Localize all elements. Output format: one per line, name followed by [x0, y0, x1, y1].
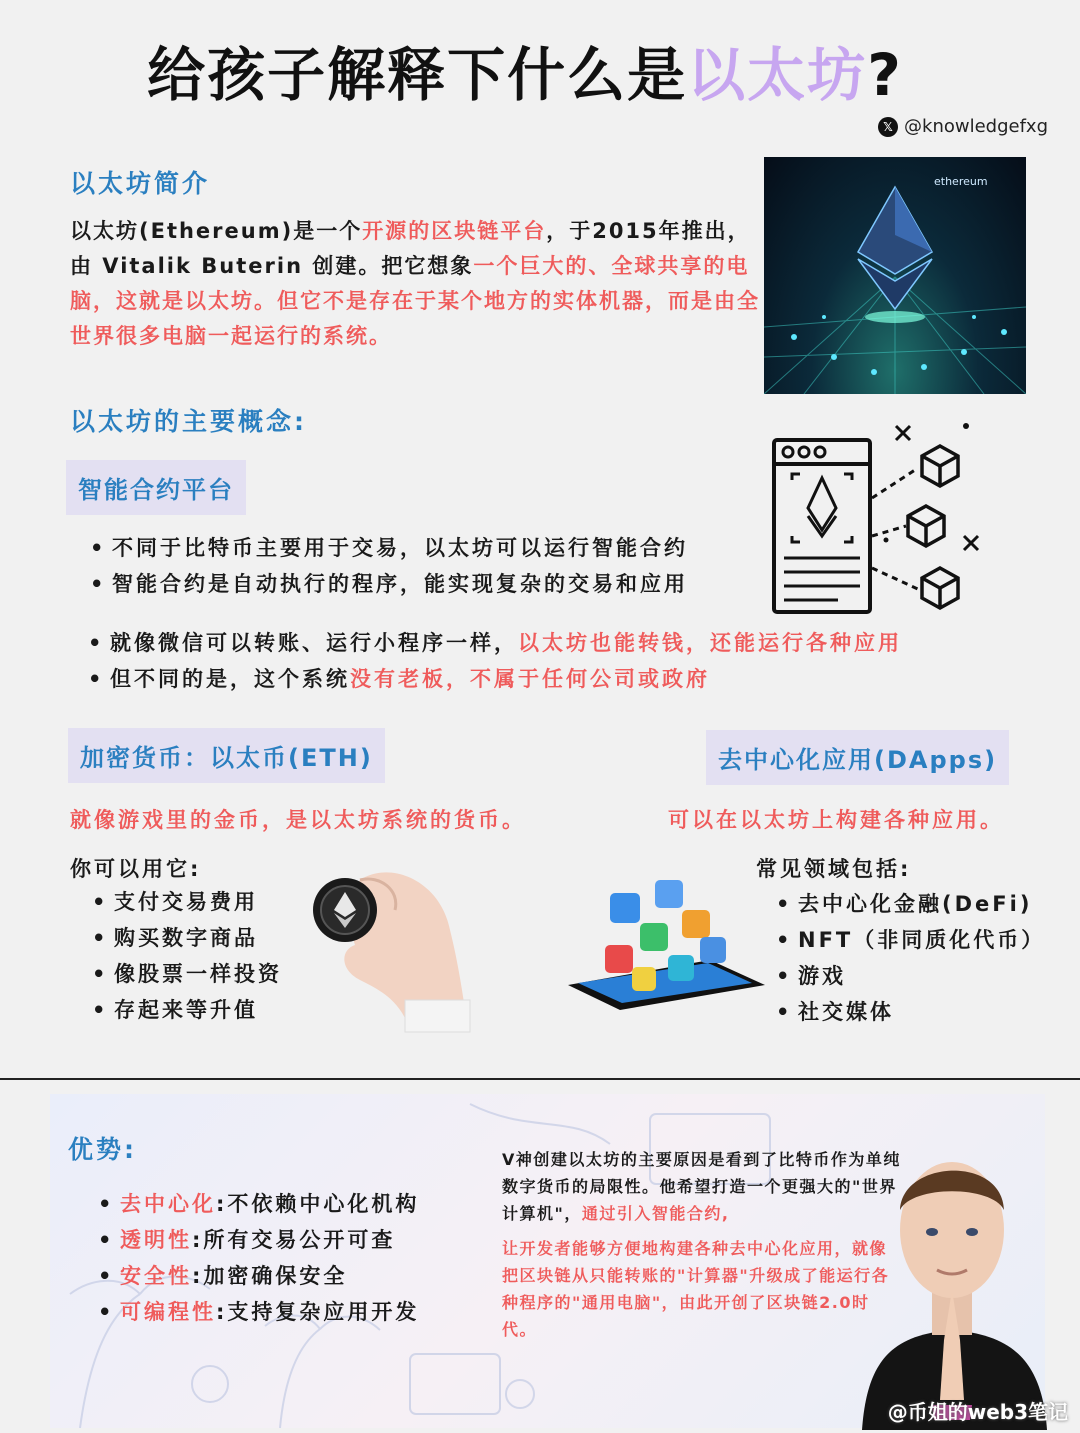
eth-uses-heading: 你可以用它:	[70, 857, 202, 881]
svg-text:ethereum: ethereum	[934, 175, 988, 188]
intro-heading: 以太坊简介	[70, 169, 211, 198]
advantage-text: :所有交易公开可查	[192, 1228, 396, 1252]
advantages-list	[98, 1186, 498, 1330]
phone-apps-icon	[560, 875, 770, 1015]
list-item	[88, 625, 988, 661]
page-title	[0, 28, 1050, 112]
list-item	[98, 1186, 498, 1222]
dapps-tag: 去中心化应用(DApps)	[706, 730, 1009, 785]
list-item	[98, 1258, 498, 1294]
handle-text: @knowledgefxg	[904, 116, 1048, 137]
intro-red-2: 一个巨大的、全球共享的电脑，这就是以太坊。但它不是存在于某个地方的实体机器，而是由全世界很多电脑一起运行的系统。	[70, 254, 760, 348]
list-item: • 游戏	[776, 958, 1066, 994]
title-highlight: 以太坊	[687, 41, 868, 109]
list-item	[98, 1222, 498, 1258]
dapps-description: 可以在以太坊上构建各种应用。	[668, 808, 1004, 832]
advantage-text: :加密确保安全	[192, 1264, 348, 1288]
ethereum-diamond-icon	[764, 157, 1026, 394]
analogy-red: 没有老板，不属于任何公司或政府	[350, 667, 710, 691]
advantages-heading: 优势:	[68, 1135, 137, 1164]
intro-paragraph	[70, 214, 760, 354]
quote-text: V神创建以太坊的主要原因是看到了比特币作为单纯数字货币的局限性。他希望打造一个更强大的"世界计算机"，	[502, 1150, 901, 1223]
dapps-fields-heading: 常见领域包括:	[756, 857, 912, 881]
smart-contract-icon	[768, 418, 988, 618]
advantage-text: :支持复杂应用开发	[216, 1300, 420, 1324]
list-item: • 去中心化金融(DeFi)	[776, 886, 1066, 922]
title-prefix: 给孩子解释下什么是	[147, 41, 688, 109]
analogy-text: 就像微信可以转账、运行小程序一样，	[110, 631, 518, 655]
hand-holding-eth-coin-icon	[300, 850, 475, 1035]
advantage-text: :不依赖中心化机构	[216, 1192, 420, 1216]
list-item: • NFT（非同质化代币）	[776, 922, 1066, 958]
eth-uses-list	[92, 884, 332, 1028]
vitalik-quote	[502, 1146, 902, 1343]
list-item: • 不同于比特币主要用于交易，以太坊可以运行智能合约	[90, 530, 750, 566]
watermark: @币姐的web3笔记	[887, 1400, 1068, 1424]
ethereum-illustration	[764, 157, 1026, 394]
list-item	[98, 1294, 498, 1330]
x-logo-icon: 𝕏	[878, 117, 898, 137]
section-divider	[0, 1078, 1080, 1080]
advantage-name: 去中心化	[120, 1192, 216, 1216]
intro-red-1: 开源的区块链平台	[362, 219, 547, 243]
list-item: • 存起来等升值	[92, 992, 332, 1028]
quote-red-2: 让开发者能够方便地构建各种去中心化应用，就像把区块链从只能转账的"计算器"升级成了能运行各种程序的"通用电脑"，由此开创了区块链2.0时代。	[502, 1239, 890, 1339]
concepts-heading: 以太坊的主要概念:	[70, 407, 307, 436]
intro-text-1: 以太坊(Ethereum)是一个	[70, 219, 363, 243]
list-item: • 智能合约是自动执行的程序，能实现复杂的交易和应用	[90, 566, 750, 602]
list-item: • 购买数字商品	[92, 920, 332, 956]
quote-red-1: 通过引入智能合约,	[581, 1204, 730, 1223]
list-item: • 像股票一样投资	[92, 956, 332, 992]
author-handle[interactable]	[878, 116, 1048, 137]
smart-contract-list	[90, 530, 750, 602]
eth-tag: 加密货币：以太币(ETH)	[68, 728, 385, 783]
advantage-name: 透明性	[120, 1228, 192, 1252]
dapps-fields-list	[776, 886, 1066, 1030]
list-item: • 支付交易费用	[92, 884, 332, 920]
intro-text-2: ，于2015年推出，由 Vitalik Buterin 创建。把它想象	[70, 219, 751, 278]
analogy-text: 但不同的是，这个系统	[110, 667, 350, 691]
list-item: • 社交媒体	[776, 994, 1066, 1030]
vitalik-portrait	[852, 1140, 1052, 1430]
eth-description: 就像游戏里的金币，是以太坊系统的货币。	[70, 808, 526, 832]
smart-contract-tag: 智能合约平台	[66, 460, 246, 515]
list-item	[88, 661, 988, 697]
title-suffix: ?	[867, 41, 903, 109]
advantage-name: 安全性	[120, 1264, 192, 1288]
analogy-red: 以太坊也能转钱，还能运行各种应用	[518, 631, 902, 655]
advantage-name: 可编程性	[120, 1300, 216, 1324]
smart-contract-analogy-list	[88, 625, 988, 697]
